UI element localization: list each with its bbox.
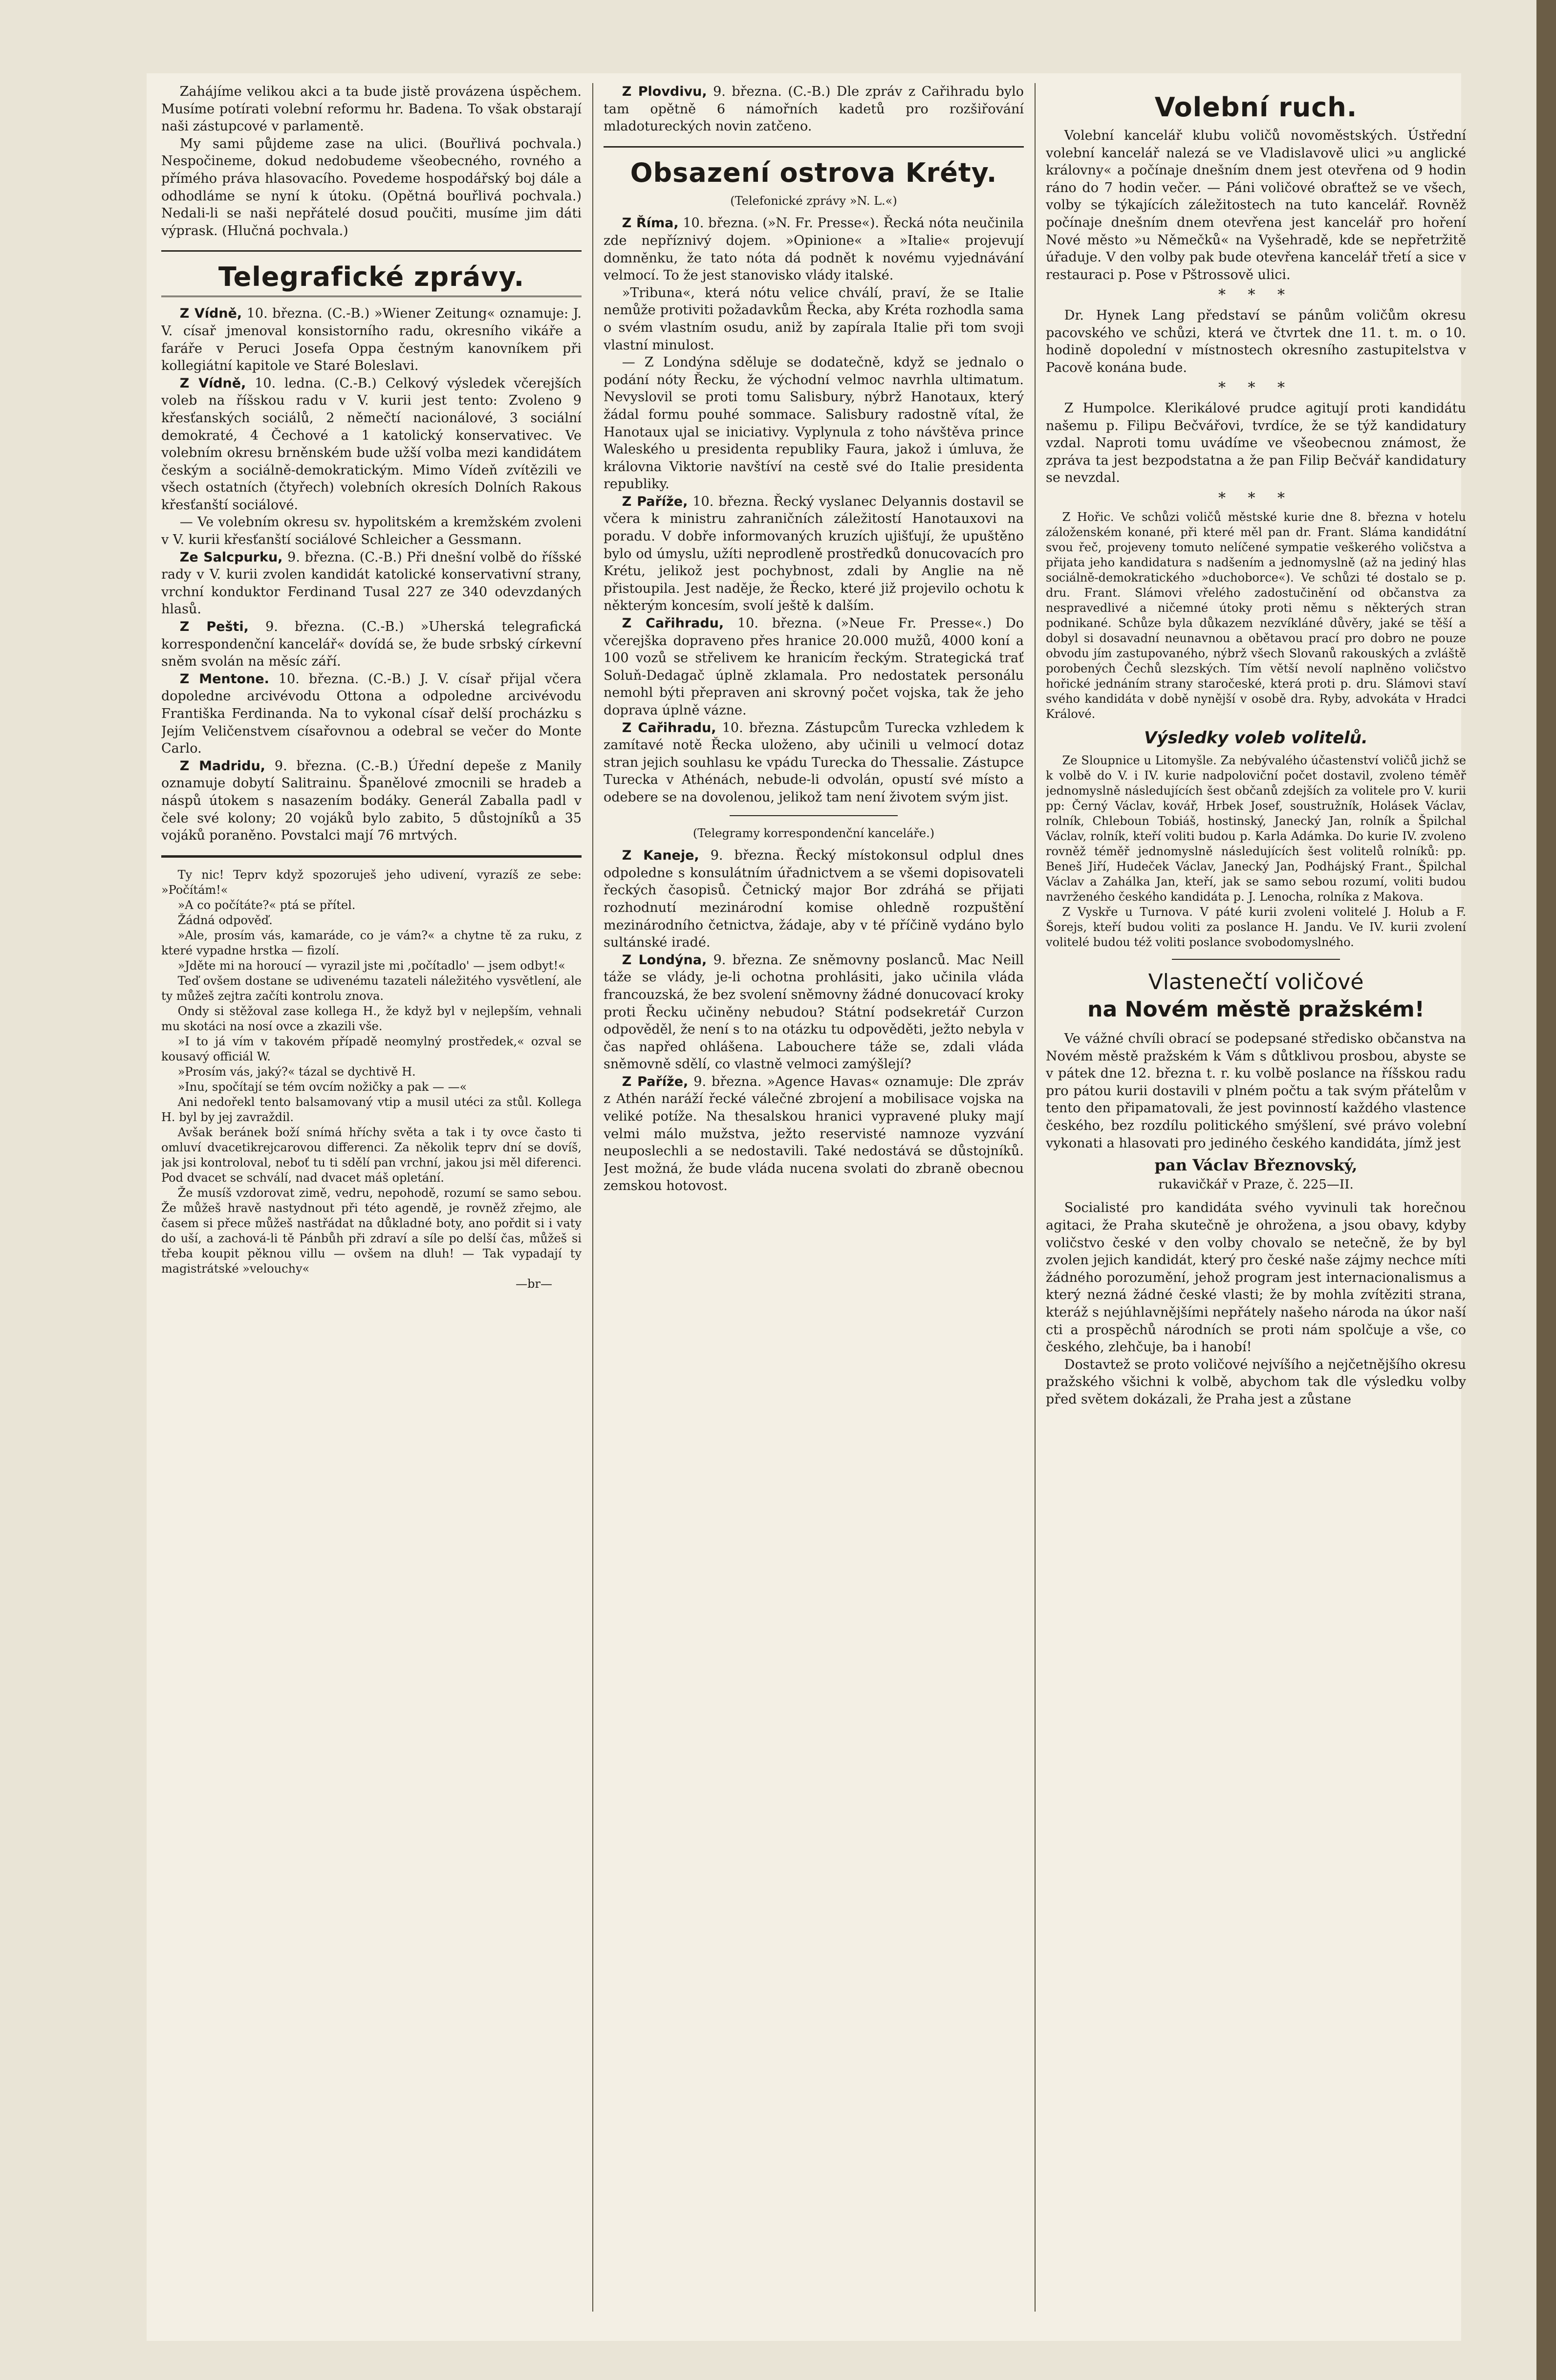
column-right — [1046, 83, 1466, 2336]
column-left — [161, 83, 582, 2336]
telegraph-item: Z Mentone. 10. března. (C.-B.) J. V. císař přijal včera dopoledne arcivévodu Ottona a odpoledne arcivévodu Františka Ferdinanda. Na to vykonal císař delší procházku s Jejím Veličenstvem císařovnou a odebral se večer do Monte Carlo. — [161, 671, 582, 757]
candidate-address: rukavičkář v Praze, č. 225—II. — [1158, 1177, 1354, 1192]
binding-edge — [1536, 0, 1556, 2380]
corr-item: Z Londýna, 9. března. Ze sněmovny poslanců. Mac Neill táže se vlády, je-li ochotna prohlásiti, jako učinila vláda francouzská, že bez svolení sněmovny žádné donucovací kroky proti Řecku učiněny nebudou? Státní podsekretář Curzon odpověděl, že není s to na otázku tu odpověděti, ježto nebyla v čas napřed ohlášena. Labouchere táže se, zdali vláda sněmovně sdělí, co vlastně velmoci zamýšlejí? — [604, 952, 1024, 1072]
corr-item: Z Paříže, 9. března. »Agence Havas« oznamuje: Dle zpráv z Athén naráží řecké válečné zbrojení a mobilisace vojska na veliké potíže. Na thesalskou hranici vypravené pluky mají velmi málo mužstva, ježto reservisté namnoze vyzvání neuposlechli a se nedostavili. Také nedostává se důstojníků. Jest možná, že bude vláda nucena svolati do zbraně obecnou zemskou hotovost. — [604, 1074, 1024, 1194]
results-heading: Výsledky voleb volitelů. — [1144, 728, 1368, 748]
election-paragraph: Dr. Hynek Lang představí se pánům voličům okresu pacovského ve schůzi, která ve čtvrtek dne 11. t. m. o 10. hodině dopolední v místnostech okresního zastupitelstva v Pacově konána bude. — [1046, 307, 1466, 375]
crete-item: Z Říma, 10. března. (»N. Fr. Presse«). Řecká nóta neučinila zde nepříznivý dojem. »Opinione« a »Italie« projevují domněnku, že tato nóta dá podnět k novému vyjednávání velmocí. To že jest stanovisko vlády italské. — [604, 216, 1024, 283]
opening-paragraph: My sami půjdeme zase na ulici. (Bouřlivá pochvala.) Nespočineme, dokud nedobudeme všeobecného, rovného a přímého práva hlasovacího. Povedeme hospodářský boj dále a odhodláme se nyní k útoku. (Opětná bouřlivá pochvala.) Nedali-li se naši nepřátelé dosud poučiti, musíme jim dáti výprask. (Hlučná pochvala.) — [161, 136, 582, 238]
feuilleton-signature: —br— — [516, 1277, 552, 1291]
telegraph-item: Z Plovdivu, 9. března. (C.-B.) Dle zpráv z Cařihradu bylo tam opětně 6 námořních kadetů pro rozšiřování mladotureckých novin zatčeno. — [604, 84, 1024, 134]
column-middle — [604, 83, 1024, 2336]
opening-paragraph: Zahájíme velikou akci a ta bude jistě provázena úspěchem. Musíme potírati volební reformu hr. Badena. To však obstarají naši zástupcové v parlamentě. — [161, 84, 582, 134]
election-paragraph: Z Humpolce. Klerikálové prudce agitují proti kandidátu našemu p. Filipu Bečvářovi, tvrdíce, že se týž kandidatury vzdal. Naproti tomu uvádíme ve všeobecnou známost, že zpráva ta jest bezpodstatna a že pan Filip Bečvář kandidatury se nevzdal. — [1046, 400, 1466, 486]
telegraph-item: — Ve volebním okresu sv. hypolitském a kremžském zvoleni v V. kurii křesťanští sociálové Schleicher a Gessmann. — [161, 515, 582, 548]
results-paragraph: Ze Sloupnice u Litomyšle. Za nebývalého účastenství voličů jichž se k volbě do V. i IV. kurie nadpoloviční počet dostavil, zvoleno téměř jednomyslně následujících šest občanů zdejších za volitele pro V. kurii pp: Černý Václav, kovář, Hrbek Josef, soustružník, Holásek Václav, rolník, Chleboun Tobiáš, hostinský, Janecký Jan, rolník a Špilchal Václav, rolník, kteří voliti budou p. Karla Adámka. Do kurie IV. zvoleno rovněž téměř jednomyslně následujících šest volitelů rolníků: pp. Beneš Jiří, Hudeček Václav, Janecký Jan, Podhájský Frant., Špilchal Václav a Zahálka Jan, kteří, jak se samo sebou rozumí, voliti budou navrženého českého kandidáta p. J. Lenocha, rolníka z Makova. — [1046, 754, 1466, 904]
crete-item: Z Paříže, 10. března. Řecký vyslanec Delyannis dostavil se včera k ministru zahraničních záležitostí Hanotauxovi na poradu. V dobře informovaných kruzích ujišťují, že upuštěno bylo od úmyslu, užíti neprodleně prostředků donucovacích pro Krétu, jelikož jest pochybnost, zdali by Anglie na ně přistoupila. Jest naděje, že Řecko, které již projevilo ochotu k některým koncesím, svolí ještě k dalším. — [604, 494, 1024, 614]
election-paragraph: Z Hořic. Ve schůzi voličů městské kurie dne 8. března v hotelu záloženském konané, při které měl pan dr. Frant. Sláma kandidátní svou řeč, projeveny tomuto nelíčené sympatie veškerého voličstva a přijata jeho kandidatura s nadšením a jednomyslně (až na jediný hlas sociálně-demokratického »duchoborce«). Ve schůzi té dostalo se p. dru. Frant. Slámovi vřelého zadostučinění od občanstva za nespravedlivé a ničemné útoky proti němu s některých stran podnikané. Schůze byla důkazem nezvíkláné důvěry, jaké se těší a dobyl si dosavadní neunavnou a obětavou prací pro dobro ne pouze obvodu jím zastupovaného, nýbrž všech Slovanů rakouských a zvláště porobených Čechů slezských. Tím větší nevolí naplněno voličstvo hořické jednáním strany staročeské, která proti p. dru. Slámovi staví svého kandidáta v době nynější v osobě dra. Ryby, advokáta v Hradci Králové. — [1046, 510, 1466, 721]
telegraph-item: Ze Salcpurku, 9. března. (C.-B.) Při dnešní volbě do říšské rady v V. kurii zvolen kandidát katolické konservativní strany, vrchní konduktor Ferdinand Tusal 227 ze 340 odevzdaných hlasů. — [161, 549, 582, 617]
appeal-heading: Vlastenečtí voličové na Novém městě pražském! — [1087, 970, 1425, 1022]
crete-item: Z Cařihradu, 10. března. (»Neue Fr. Presse«.) Do včerejška dopraveno přes hranice 20.000 mužů, 4000 koní a 100 vozů se střelivem ke hranicím řeckým. Strategická trať Soluň-Dedagač úplně zklamala. Pro nedostatek personálu nemohl býti přepraven ani skrovný počet vojska, tak že jeho doprava úplně vázne. — [604, 616, 1024, 718]
section-rule — [730, 815, 898, 816]
separator-stars: * * * — [1218, 379, 1294, 397]
results-paragraph: Z Vyskře u Turnova. V páté kurii zvoleni volitelé J. Holub a F. Šorejs, kteří budou voliti za poslance H. Jandu. Ve IV. kurii zvolení volitelé budou též voliti poslance svobodomyslného. — [1046, 905, 1466, 950]
crete-source: (Telefonické zprávy »N. L.«) — [730, 194, 897, 208]
appeal-paragraph: Socialisté pro kandidáta svého vyvinuli tak horečnou agitaci, že Praha skutečně je ohrožena, a jsou obavy, kdyby voličstvo české v den volby chovalo se netečně, že by byl zvolen jejich kandidát, který pro české naše zájmy nechce míti žádného porozumění, jehož program jest internacionalismus a který nezná žádné české vlasti; že by mohla zvítěziti strana, kteráž s nejúhlavnějšími nepřátely našeho národa na úkor naší cti a prospěchů národních se proti nám spolčuje a vše, co českého, zlehčuje, ba i hanobí! — [1046, 1200, 1466, 1355]
separator-stars: * * * — [1218, 489, 1294, 507]
election-heading: Volební ruch. — [1154, 92, 1358, 123]
column-divider — [1035, 83, 1036, 2312]
feuilleton: Ty nic! Teprv když spozoruješ jeho udivení, vyrazíš ze sebe: »Počítám!« »A co počítáte?« ptá se přítel. Žádná odpověď. »Ale, prosím vás, kamaráde, co je vám?« a chytne tě za ruku, z které vypadne hrstka — fizolí. »Jděte mi na horoucí — vyrazil jste mi ,počítadlo' — jsem odbyt!« Teď ovšem dostane se udivenému tazateli náležitého vysvětlení, ale ty můžeš zejtra začíti kontrolu znova. Ondy si stěžoval zase kollega H., že když byl v nejlepším, vehnali mu skotáci na nosí ovce a zkazili vše. »I to já vím v takovém případě neomylný prostředek,« ozval se kousavý officiál W. »Prosím vás, jaký?« tázal se dychtivě H. »Inu, spočítají se tém ovcím nožičky a pak — —« Ani nedořekl tento balsamovaný vtip a musil utéci za stůl. Kollega H. byl by jej zavraždil. Avšak beránek boží snímá hříchy světa a tak i ty ovce často ti omluví dvacetikrejcarovou differenci. Za několik teprv dní se dovíš, jak jsi kontroloval, neboť tu ti sdělí pan vrchní, jakou jsi měl diferenci. Pod dvacet se schválí, nad dvacet máš opletání. Že musíš vzdorovat zimě, vedru, nepohodě, rozumí se samo sebou. Že můžeš hravě nastydnout při této agendě, je rovněž zřejmo, ale časem si přece můžeš nastřádat na důkladné boty, ano pořdit si i vaty do uší, a zachová-li tě Pánbůh při zdraví a síle po delší čas, můžeš si třeba koupit pěknou villu — ovšem na dluh! — Tak vypadají ty magistrátské »velouchy« —br— — [161, 867, 582, 1291]
election-paragraph: Volební kancelář klubu voličů novoměstských. Ústřední volební kancelář nalezá se ve Vladislavově ulici »u anglické královny« a počínaje dnešním dnem jest otevřena od 9 hodin ráno do 7 hodin večer. — Páni voličové obraťtež se ve všech, volby se týkajících záležitostech na tuto kancelář. Rovněž počínaje dnešním dnem otevřena jest kancelář pro hoření Nové město »u Němečků« na Vyšehradě, kde se nepřetržitě úřaduje. V den volby pak bude otevřena kancelář třetí a sice v restauraci p. Pose v Pštrossově ulici. — [1046, 128, 1466, 282]
appeal-paragraph: Dostavtež se proto voličové nejvíšího a nejčetnějšího okresu pražského všichni k volbě, abychom tak dle výsledku volby před světem dokázali, že Praha jest a zůstane — [1046, 1357, 1466, 1407]
telegraph-item: Z Pešti, 9. března. (C.-B.) »Uherská telegrafická korrespondenční kancelář« dovídá se, že bude srbský církevní sněm svolán na měsíc září. — [161, 619, 582, 670]
crete-item: »Tribuna«, která nótu velice chválí, praví, že se Italie nemůže protiviti požadavkům Řecka, aby Kréta rozhodla sama o svém vlastním osudu, aniž by zapírala Italie při tom svoji vlastní minulost. — [604, 285, 1024, 353]
feuilleton-rule — [161, 855, 582, 858]
appeal-intro: Ve vážné chvíli obrací se podepsané středisko občanstva na Novém městě pražském k Vám s důtklivou prosbou, abyste se v pátek dne 12. března t. r. ku volbě poslance na říšskou radu pro pátou kurii dostavili v plném počtu a tak svým přátelům v tento den připamatovali, že jest povinností každého vlastence českého, bez rozdílu politického smýšlení, své právo volební vykonati a hlasovati pro jediného českého kandidáta, jímž jest — [1046, 1031, 1466, 1151]
column-divider — [592, 83, 593, 2312]
section-rule — [161, 250, 582, 252]
crete-heading: Obsazení ostrova Kréty. — [630, 157, 997, 188]
separator-stars: * * * — [1218, 286, 1294, 304]
telegraph-item: Z Vídně, 10. března. (C.-B.) »Wiener Zeitung« oznamuje: J. V. císař jmenoval konsistorního radu, okresního vikáře a faráře v Peruci Josefa Oppa čestným kanovníkem při kollegiátní kapitole ve Staré Boleslavi. — [161, 306, 582, 374]
candidate-name: pan Václav Březnovský, — [1154, 1156, 1358, 1175]
corr-item: Z Kaneje, 9. března. Řecký místokonsul odplul dnes odpoledne s konsulátním úřadnictvem a se všemi dopisovateli řeckých časopisů. Četnický major Bor zdráhá se přijati rozhodnutí mezinárodní komise ohledně rozpuštění mezinárodního četnictva, žádaje, aby v té příčině vydáno bylo sultánské iradé. — [604, 848, 1024, 951]
telegraph-heading: Telegrafické zprávy. — [161, 261, 582, 297]
crete-item: Z Cařihradu, 10. března. Zástupcům Turecka vzhledem k zamítavé notě Řecka uloženo, aby učinili u velmocí dotaz stran jejich souhlasu ke vpádu Turecka do Thessalie. Zástupce Turecka v Athénách, nebude-li odvolán, opustí své místo a odebere se na dovolenou, jelikož tam není životem svým jist. — [604, 720, 1024, 805]
newspaper-page — [147, 73, 1466, 2341]
crete-item: — Z Londýna sděluje se dodatečně, když se jednalo o podání nóty Řecku, že východní velmoc navrhla ultimatum. Nevyslovil se proti tomu Salisbury, nýbrž Hanotaux, který žádal formu pouhé sommace. Salisbury radostně vítal, že Hanotaux ujal se iniciativy. Vyplynula z toho návštěva prince Waleského u presidenta republiky Faura, jakož i úmluva, že královna Viktorie navštíví na cestě své do Italie presidenta republiky. — [604, 355, 1024, 492]
section-rule — [1172, 959, 1340, 960]
telegraph-item: Z Madridu, 9. března. (C.-B.) Úřední depeše z Manily oznamuje dobytí Salitrainu. Španělové zmocnili se hradeb a náspů útokem s nasazením bodáky. Generál Zaballa padl v čele své kolony; 20 vojáků bylo zabito, 5 důstojníků a 35 vojáků poraněno. Povstalci mají 76 mrtvých. — [161, 758, 582, 844]
corr-source: (Telegramy korrespondenční kanceláře.) — [692, 826, 935, 840]
telegraph-item: Z Vídně, 10. ledna. (C.-B.) Celkový výsledek včerejších voleb na říšskou radu v V. kurii jest tento: Zvoleno 9 křesťanských sociálů, 2 němečtí nacionálové, 3 sociální demokraté, 4 Čechové a 1 katolický konservativec. Ve volebním okresu brněnském bude užší volba mezi kandidátem českým a sociálně-demokratickým. Mimo Vídeň zvítězili ve všech ostatních (čtyřech) volebních okresích Dolních Rakous křesťanští sociálové. — [161, 375, 582, 513]
section-rule — [604, 146, 1024, 148]
